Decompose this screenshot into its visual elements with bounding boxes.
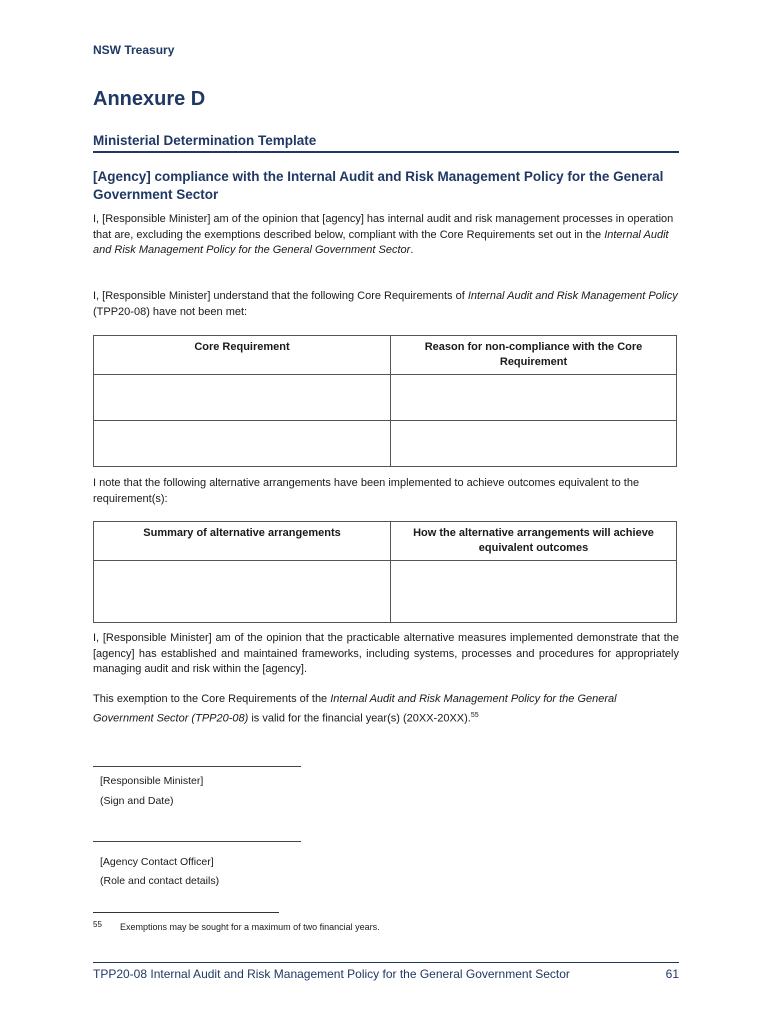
footnote-text: Exemptions may be sought for a maximum of two financial years. bbox=[120, 922, 380, 932]
footnote-number: 55 bbox=[93, 920, 102, 929]
noncompliance-table bbox=[93, 335, 677, 467]
para2-text: I, [Responsible Minister] understand that the following Core Requirements of bbox=[93, 290, 468, 302]
determination-heading: [Agency] compliance with the Internal Audit and Risk Management Policy for the General Government Sector bbox=[93, 169, 664, 202]
para1-text: I, [Responsible Minister] am of the opinion that [agency] has internal audit and risk management processes in operation that are, excluding the exemptions described below, compliant with the Core Requirements set out in the bbox=[93, 213, 674, 241]
policy-title-italic: Internal Audit and Risk Management Policy bbox=[467, 290, 678, 302]
page-number: 61 bbox=[665, 967, 679, 981]
table-cell[interactable] bbox=[94, 561, 391, 623]
section-subtitle: Ministerial Determination Template bbox=[93, 133, 317, 148]
signature-minister-name: [Responsible Minister] bbox=[100, 775, 204, 787]
signature-line-minister[interactable] bbox=[93, 766, 301, 767]
paragraph-alternatives: I note that the following alternative arrangements have been implemented to achieve outcomes equivalent to the requirement(s): bbox=[93, 477, 640, 505]
table-cell[interactable] bbox=[94, 375, 391, 421]
signature-officer-name: [Agency Contact Officer] bbox=[100, 856, 214, 868]
table-header-reason: Reason for non-compliance with the Core Requirement bbox=[391, 336, 677, 375]
signature-officer-detail: (Role and contact details) bbox=[100, 875, 220, 887]
table-header-core-requirement: Core Requirement bbox=[94, 336, 391, 375]
footer-title: TPP20-08 Internal Audit and Risk Management Policy for the General Government Sector bbox=[93, 967, 570, 981]
table-header-outcomes: How the alternative arrangements will achieve equivalent outcomes bbox=[391, 522, 677, 561]
running-header: NSW Treasury bbox=[93, 43, 175, 57]
table-cell[interactable] bbox=[391, 375, 677, 421]
footer-divider bbox=[93, 962, 679, 963]
para5-end: is valid for the financial year(s) (20XX-20XX). bbox=[248, 712, 471, 725]
table-cell[interactable] bbox=[391, 421, 677, 467]
subtitle-divider bbox=[93, 151, 679, 153]
para5-text: This exemption to the Core Requirements of the bbox=[93, 693, 331, 705]
table-cell[interactable] bbox=[94, 421, 391, 467]
paragraph-unmet bbox=[93, 289, 679, 320]
table-cell[interactable] bbox=[391, 561, 677, 623]
footnote-reference: 55 bbox=[470, 711, 479, 719]
table-header-summary: Summary of alternative arrangements bbox=[94, 522, 391, 561]
para1-end: . bbox=[410, 244, 414, 256]
para2-end: (TPP20-08) have not been met: bbox=[93, 305, 248, 318]
paragraph-practicable: I, [Responsible Minister] am of the opinion that the practicable alternative measures implemented demonstrate that the [agency] has established and maintained frameworks, including systems, processes and procedures for appropriately managing audit and risk within the [agency]. bbox=[93, 632, 679, 675]
policy-title-italic: Internal Audit and Risk Management Policy for the General Government Sector bbox=[93, 228, 669, 256]
footnote-divider bbox=[93, 912, 279, 913]
paragraph-opinion bbox=[93, 212, 679, 259]
policy-title-italic: Internal Audit and Risk Management Policy for the General Government Sector (TPP20-08) bbox=[93, 693, 617, 725]
signature-line-contact-officer[interactable] bbox=[93, 841, 301, 842]
paragraph-validity bbox=[93, 692, 679, 727]
annex-title: Annexure D bbox=[93, 88, 206, 110]
signature-minister-detail: (Sign and Date) bbox=[100, 795, 174, 807]
alternatives-table bbox=[93, 521, 677, 623]
